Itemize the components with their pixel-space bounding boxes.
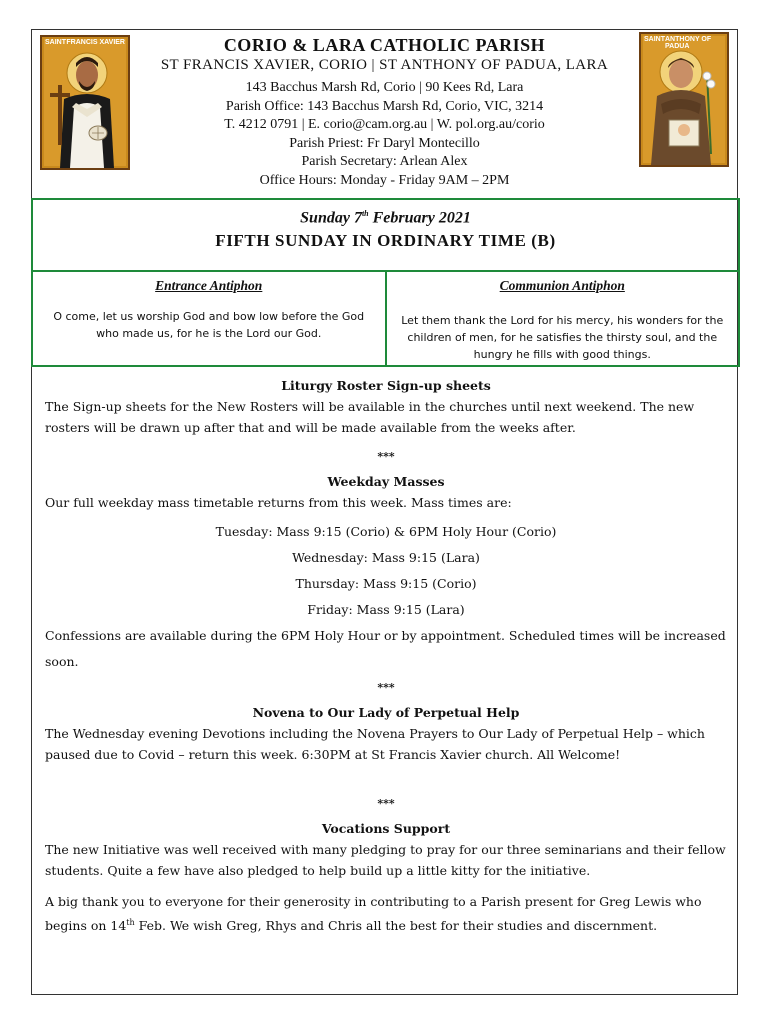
roster-text: The Sign-up sheets for the New Rosters will be available in the churches until next weekend. The new rosters will be drawn up after that and will be made available from the weeks after. [45,399,695,435]
office-hours: Office Hours: Monday - Friday 9AM – 2PM [259,172,510,188]
parish-churches: ST FRANCIS XAVIER, CORIO | ST ANTHONY OF PADUA, LARA [160,57,609,73]
communion-antiphon-text: Let them thank the Lord for his mercy, his wonders for the children of men, for he satisfies the thirsty soul, and the hungry he fills with good things. [401,314,724,361]
weekday-title: Weekday Masses [327,474,445,489]
mass-wednesday: Wednesday: Mass 9:15 (Lara) [292,550,480,565]
parish-contact: T. 4212 0791 | E. corio@cam.org.au | W. pol.org.au/corio [224,117,545,132]
novena-text: The Wednesday evening Devotions including the Novena Prayers to Our Lady of Perpetual Help – which paused due to Covid – return this week. 6:30PM at St Francis Xavier church. All Welcome! [45,726,705,762]
saint-francis-xavier-icon [40,35,130,170]
icon-right-name-label: ANTHONY OF PADUA [665,36,712,50]
sunday-date: Sunday 7th February 2021 [300,209,471,227]
mass-thursday: Thursday: Mass 9:15 (Corio) [295,576,477,591]
parish-secretary: Parish Secretary: Arlean Alex [301,154,468,169]
sunday-box [31,198,740,367]
vocations-text: The new Initiative was well received with many pledging to pray for our three seminarians and their fellow students. Quite a few have also pledged to help build up a little kitty for the initiative. [45,842,726,878]
antiphons-row [33,272,738,365]
bulletin-header [32,30,737,199]
header-text [132,34,637,190]
communion-antiphon-heading: Communion Antiphon [499,278,625,293]
confessions-text: Confessions are available during the 6PM Holy Hour or by appointment. Scheduled times will be increased soon. [45,628,726,669]
icon-right-saint-label: SAINT [644,36,665,43]
entrance-antiphon-text: O come, let us worship God and bow low before the God who made us, for he is the Lord our God. [53,310,365,340]
parish-name: CORIO & LARA CATHOLIC PARISH [223,35,546,55]
section-divider: *** [377,681,395,694]
thanks-text: A big thank you to everyone for their generosity in contributing to a Parish present for Greg Lewis who begins on 14th Feb. We wish Greg, Rhys and Chris all the best for their studies and discernment. [45,894,702,934]
saint-anthony-icon [639,32,729,167]
mass-tuesday: Tuesday: Mass 9:15 (Corio) & 6PM Holy Hour (Corio) [215,524,557,539]
parish-office: Parish Office: 143 Bacchus Marsh Rd, Corio, VIC, 3214 [225,98,544,114]
icon-left-saint-label: SAINT [45,39,66,46]
section-divider: *** [377,797,395,810]
sunday-title: FIFTH SUNDAY IN ORDINARY TIME (B) [215,231,556,251]
novena-title: Novena to Our Lady of Perpetual Help [252,705,520,720]
vocations-title: Vocations Support [321,821,451,836]
parish-priest: Parish Priest: Fr Daryl Montecillo [289,135,480,151]
bulletin-body [45,375,727,936]
communion-antiphon [385,272,739,365]
roster-title: Liturgy Roster Sign-up sheets [281,378,491,393]
bulletin-page [31,29,738,995]
entrance-antiphon-heading: Entrance Antiphon [155,278,263,293]
entrance-antiphon [33,272,385,365]
section-divider: *** [377,450,395,463]
mass-friday: Friday: Mass 9:15 (Lara) [307,602,465,617]
icon-left-name-label: FRANCIS XAVIER [66,39,125,46]
parish-address: 143 Bacchus Marsh Rd, Corio | 90 Kees Rd, Lara [245,80,524,95]
sunday-banner [33,200,738,272]
weekday-intro: Our full weekday mass timetable returns from this week. Mass times are: [45,495,512,510]
